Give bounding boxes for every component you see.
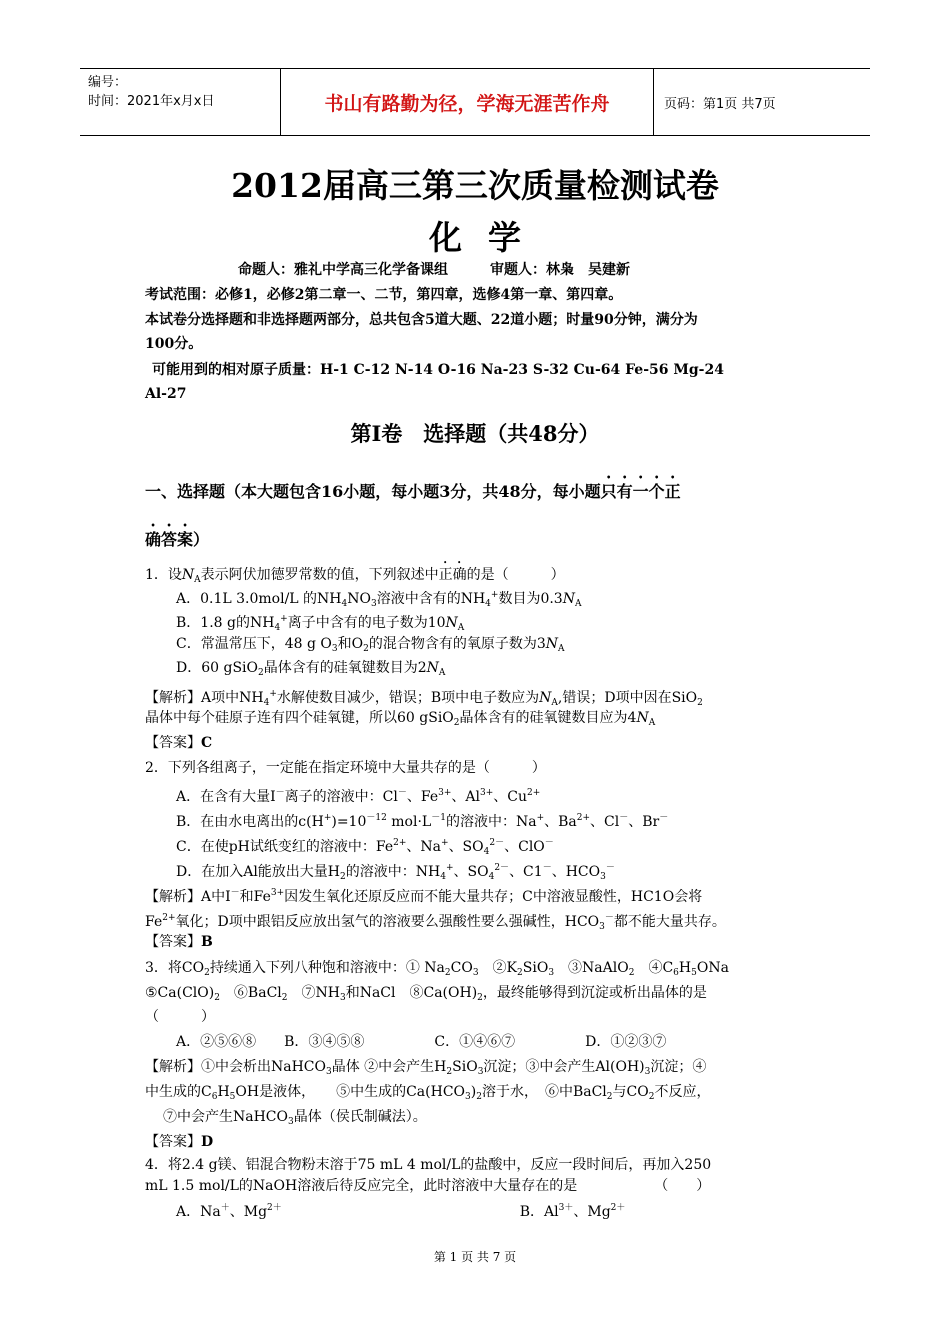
- q1-stem: 1．设$N_A$表示阿伏加德罗常数的值，下列叙述中正确的是（ ）: [145, 567, 565, 585]
- q2-analysis-2: $Fe^{2+}$氧化；D项中跟铝反应放出氢气的溶液要么强酸性要么强碱性，$HCO_3^-$都不能大量共存。: [145, 913, 726, 932]
- part-heading-a: 一、选择题（本大题包含16小题，每小题3分，共48分，每小题: [145, 482, 601, 501]
- q2-answer: 【答案】B: [145, 934, 213, 950]
- part-heading-close: ）: [193, 530, 210, 549]
- atomic-mass-line-1: 可能用到的相对原子质量：H-1 C-12 N-14 O-16 Na-23 S-32 Cu-64 Fe-56 Mg-24: [152, 362, 724, 378]
- info-line-1: 本试卷分选择题和非选择题两部分，总共包含5道大题、22道小题；时量90分钟，满分为: [145, 312, 698, 328]
- number-label: 编号：: [88, 75, 128, 90]
- part-heading-line-2: [145, 520, 815, 552]
- q2-stem: 2．下列各组离子，一定能在指定环境中大量共存的是（ ）: [145, 760, 546, 776]
- info-line-2: 100分。: [145, 336, 203, 352]
- part-heading-line-1: [145, 472, 815, 504]
- page-label: 页码：第1页 共7页: [664, 96, 776, 112]
- q1-option-d: D．60 gSiO$_2$晶体含有的硅氧键数目为$2N_A$: [176, 660, 446, 678]
- q4-stem-2: mL 1.5 mol/L的NaOH溶液后待反应完全，此时溶液中大量存在的是 （ ）: [145, 1178, 711, 1194]
- header-table: [80, 68, 870, 136]
- q3-stem-2: $⑤Ca(ClO)_2$ ⑥BaCl$_2$ $⑦NH_3$和NaCl $⑧Ca(OH)_2$，最终能够得到沉淀或析出晶体的是: [145, 985, 707, 1003]
- part-heading-emphasis: 只有一个正: [600, 482, 681, 501]
- header-meta: [80, 69, 280, 135]
- q4-stem-1: 4．将2.4 g镁、铝混合物粉末溶于75 mL 4 mol/L的盐酸中，反应一段时间后，再加入250: [145, 1157, 712, 1173]
- q1-option-b: B．1.8 g的$NH_4^+$离子中含有的电子数为$10N_A$: [176, 614, 465, 633]
- q2-option-d: D．在加入Al能放出大量$H_2$的溶液中：$NH_4^+$、$SO_4^{2-}$、C1－、$HCO_3^-$: [176, 863, 615, 882]
- q2-analysis-1: 【解析】A中I－和$Fe^{3+}$因发生氧化还原反应而不能大量共存；C中溶液显酸性，HC1O会将: [145, 888, 703, 905]
- q2-option-b: B．在由水电离出的$c(H^+)=10^{-12}$ $mol\cdot L^{-1}$的溶液中：Na+、$Ba^{2+}$、Cl－、Br－: [176, 813, 669, 830]
- q3-analysis-1: 【解析】①中会析出NaHCO$_3$晶体 ②中会产生$H_2SiO_3$沉淀；③中会产生$Al(OH)_3$沉淀；④: [145, 1059, 707, 1077]
- q1-analysis-2: 晶体中每个硅原子连有四个硅氧键，所以60 gSiO$_2$晶体含有的硅氧键数目应为$4N_A$: [145, 710, 656, 728]
- q3-answer: 【答案】D: [145, 1134, 214, 1150]
- q3-analysis-3: ⑦中会产生NaHCO$_3$晶体（侯氏制碱法）。: [163, 1109, 427, 1127]
- q3-stem-3: （ ）: [145, 1009, 215, 1025]
- q3-options: A．②⑤⑥⑧ B．③④⑤⑧ C．①④⑥⑦ D．①②③⑦: [176, 1034, 667, 1050]
- q1-answer: 【答案】C: [145, 735, 213, 751]
- q1-option-c: C．常温常压下，48 g $O_3$和$O_2$的混合物含有的氧原子数为$3N_A$: [176, 636, 565, 654]
- page-footer: 第 1 页 共 7 页: [433, 1250, 517, 1264]
- q3-stem-1: 3．将$CO_2$持续通入下列八种饱和溶液中：① $Na_2CO_3$ $②K_2SiO_3$ ③NaAlO$_2$ $④C_6H_5ONa$: [145, 960, 729, 978]
- motto: 书山有路勤为径，学海无涯苦作舟: [280, 69, 654, 135]
- atomic-mass-line-2: Al-27: [145, 386, 187, 402]
- q3-analysis-2: 中生成的$C_6H_5OH$是液体， ⑤中生成的$Ca(HCO_3)_2$溶于水， ⑥中BaCl$_2$与$CO_2$不反应，: [145, 1084, 711, 1102]
- time-label: 时间：2021年x月x日: [88, 94, 215, 109]
- subject-title: 化学: [429, 218, 547, 257]
- authors-line: 命题人：雅礼中学高三化学备课组 审题人：林枭 吴建新: [238, 262, 630, 278]
- q2-option-a: A．在含有大量I－离子的溶液中：Cl－、$Fe^{3+}$、$Al^{3+}$、$Cu^{2+}$: [176, 788, 541, 805]
- exam-title: 2012届高三第三次质量检测试卷: [231, 166, 719, 205]
- part-heading-emphasis-2: 确答案: [145, 530, 194, 549]
- q1-option-a: A．0.1L 3.0mol/L 的$NH_4NO_3$溶液中含有的$NH_4^+$数目为$0.3N_A$: [176, 590, 582, 609]
- q1-analysis-1: 【解析】A项中$NH_4^+$水解使数目减少，错误；B项中电子数应为$N_A$,错误；D项中因在SiO$_2$: [145, 689, 703, 708]
- q2-option-c: C．在使pH试纸变红的溶液中：$Fe^{2+}$、Na+、$SO_4^{2-}$、ClO－: [176, 838, 554, 857]
- scope-line: 考试范围：必修1，必修2第二章一、二节，第四章，选修4第一章、第四章。: [145, 287, 623, 303]
- section-heading: 第I卷 选择题（共48分）: [350, 421, 600, 446]
- q4-options: A．Na＋、$Mg^{2+}$ B．$Al^{3+}$、$Mg^{2+}$: [176, 1203, 626, 1220]
